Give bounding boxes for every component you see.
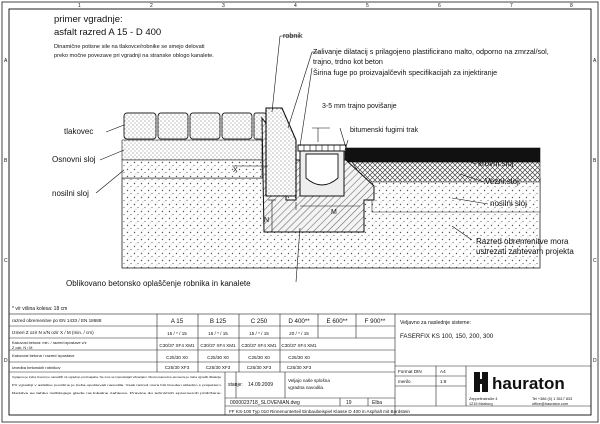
valid-line-1: Veljajo naše splošna [288,378,330,383]
kerb-stone [266,108,296,196]
stanje-label: stanje: [228,382,243,388]
dim-m-label: M [331,209,337,216]
label-sirina: Širina fuge po proizvajalčevih specifikacijah za injektiranje [313,68,498,77]
drawing-number: 0000023718_SLOVENIAN.dwg [230,400,300,406]
label-nosilni-sloj-right: nosilni sloj [490,199,527,208]
bedding-layer-left [122,140,262,160]
class-d400: D 400** [288,318,310,325]
row-kerb-label: Izvedba betonskih robnikov [12,365,61,370]
label-krovni-sloj: krovni sloj [478,159,514,168]
grade2-b125: C25/30 XF3 [205,365,231,370]
label-robnik: robnik [283,31,303,40]
label-oblikovano: Oblikovano betonsko oplaščenje robnika in kanalete [66,279,251,288]
exposure-d400: C30/37 XF4 XM1 [281,343,317,348]
grade1-d400: C25/30 X0 [288,355,310,360]
grade2-a15: C25/30 XF3 [164,365,190,370]
class-a15: A 15 [170,318,184,325]
ruler-top-2: 2 [150,3,153,9]
ruler-top-1: 1 [78,3,81,9]
ruler-top-5: 5 [366,3,369,9]
row-class-label: razred obremenitve po EN 1433 / EN 18688 [12,318,102,323]
address-line-2: 1215 Marburg [469,402,493,406]
label-razred-2: ustrezati zahtevam projekta [476,247,574,256]
dim-x-label: X [233,167,238,174]
grade1-b125: C25/30 X0 [207,355,229,360]
ruler-side-d: D [4,358,8,364]
remark-2: Pri vgradnji v asfaltne površine je treba upoštevati navodila. Vsak razred mora biti izveden skladno s projektom. [12,383,223,387]
dims-c250: 15 / * / 15 [249,331,269,336]
class-b125: B 125 [209,318,227,325]
ruler-top-4: 4 [294,3,297,9]
ruler-side-b: B [4,158,8,164]
logo-mark-icon [474,372,488,392]
stanje-date: 14.09.2009 [248,382,274,388]
row-dims-label: Izmeri Z ozir N x/N ozir X / M (min. / cm) [12,330,94,335]
label-povisanje: 3-5 mm trajno povišanje [322,103,397,110]
grade2-c250: C25/30 XF3 [246,365,272,370]
channel-interior [306,154,338,185]
remark-3: Rešitve se lahko razlikujejo glede na lokalne zahteve. Pravice do tehničnih sprememb pridržane. [12,391,223,395]
valid-line-2: vgradna navodila. [288,385,325,390]
ruler-top-6: 6 [438,3,441,9]
footnote: * v/r višina kolesa: 18 cm [12,306,68,312]
dims-b125: 15 / * / 15 [208,331,228,336]
class-c250: C 250 [250,318,268,325]
merilo-label: merilo [398,379,411,384]
grade2-d400: C25/30 XF3 [286,365,312,370]
ruler-side-b-right: B [593,158,597,164]
label-razred-1: Razred obremenitve mora [476,237,569,246]
ruler-side-c: C [4,258,8,264]
exposure-b125: C30/37 XF4 XM1 [200,343,236,348]
ruler-side-a: A [4,58,8,64]
row-quality-label: Kakovost betona / razred izpostave [12,353,75,358]
format-label: Format DIN [398,369,422,374]
exposure-a15: C30/37 XF4 XM1 [159,343,195,348]
label-vezni-sloj: Vezni sloj [485,177,519,186]
dims-a15: 15 / * / 15 [167,331,187,336]
grade1-a15: C25/30 X0 [166,355,188,360]
label-zalivanje-1: Zalivanje dilatacij s prilagojeno plastificirano malto, odporno na zmrzal/sol, [313,47,549,56]
ruler-top-8: 8 [570,3,573,9]
ruler-side-d-right: D [593,358,597,364]
contact-line-1: Tel +386 (0) 1 3617 833 [532,397,573,401]
title-line-1: primer vgradnje: [54,14,123,25]
exposure-c250: C30/37 XF4 XM1 [241,343,277,348]
label-nosilni-sloj-left: nosilni sloj [52,189,89,198]
dims-d400: 20 / * / 15 [289,331,309,336]
paver-row [124,113,266,139]
label-tlakovec: tlakovec [64,127,94,136]
ruler-top-3: 3 [222,3,225,9]
unit-value: Elba [372,400,383,406]
ruler-side-c-right: C [593,258,597,264]
ruler-side-a-right: A [593,58,597,64]
brand-name: hauraton [492,374,565,393]
label-osnovni-sloj: Osnovni sloj [52,155,96,164]
sheet-number: 19 [346,400,352,406]
ruler-top-7: 7 [510,3,513,9]
base-layer-left [122,160,262,178]
valid-for-label: Veljavno za naslednje sisteme: [400,320,471,326]
drawing-caption: FF KS-100 Typ 010 Rinnenunterteil Einbaubeispiel Klasse D 400 in Asphalt mit Bordstein [229,409,410,414]
format-value: A4 [440,369,446,374]
title-line-2: asfalt razred A 15 - D 400 [54,27,162,38]
class-e600: E 600** [326,318,348,325]
grade1-c250: C25/30 X0 [248,355,270,360]
row-exposure-label-b: Z ozir. N / M [12,346,33,350]
product-range: FASERFIX KS 100, 150, 200, 300 [400,333,494,340]
row-exposure-label-a: Kakovost betona: min. / razred izpostave v/z [12,341,87,345]
dim-n-label: N [264,217,270,224]
label-zalivanje-2: trajno, trdno kot beton [313,57,383,66]
label-bitumen: bitumenski fugirni trak [350,127,419,134]
note-line-2: preko močne povezave pri vgradnji na stranske oblogo kanalete. [54,53,214,59]
contact-line-2: office@hauraton.com [532,402,569,406]
merilo-value: 1:8 [440,379,447,384]
remark-1: Vgrajeno je treba izvesti po navodilih za vgradnjo proizvajalca. Ne sme se izpostavljati vibracijam. Med posamezne elemente je treba vgraditi dilatacije. [12,375,223,379]
class-f900: F 900** [364,318,386,325]
note-line-1: Dinamične potisne sile na tlakovce/robnike se smejo delovati [54,44,205,50]
hauraton-logo [474,372,565,393]
address-line-1: Zeppelinstraße 4 [469,397,498,401]
